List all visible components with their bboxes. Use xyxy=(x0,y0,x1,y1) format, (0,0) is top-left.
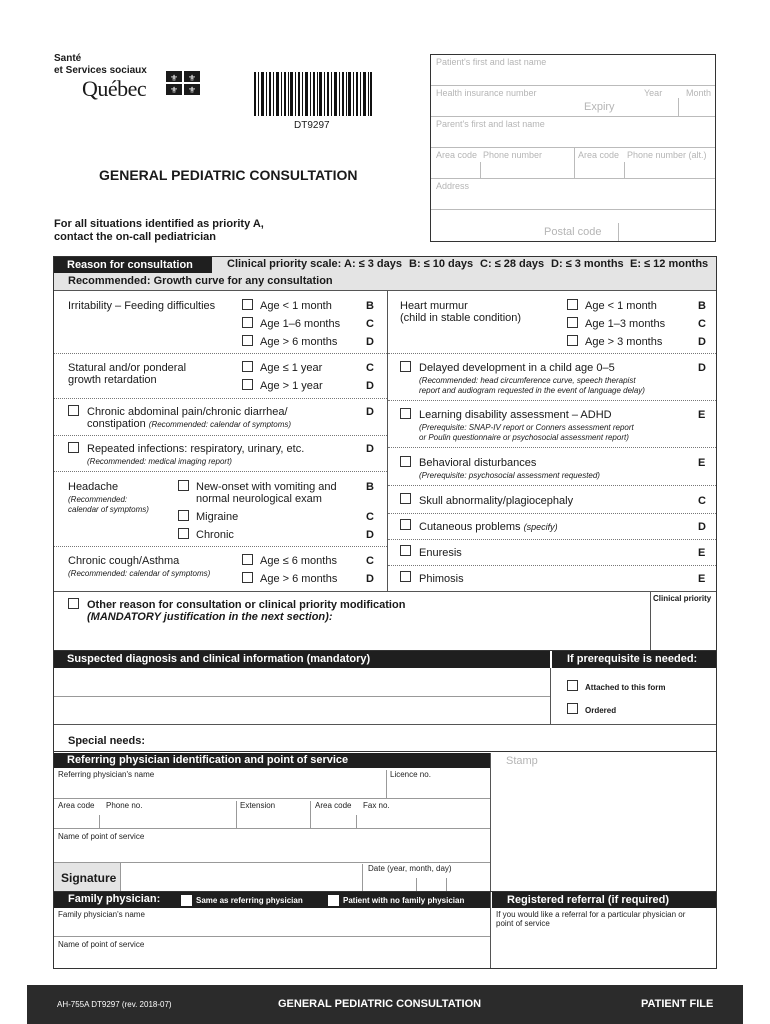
quebec-flag-icon xyxy=(166,71,200,95)
referring-header: Referring physician identification and point of service xyxy=(54,753,490,768)
behavioral-grade: E xyxy=(698,457,706,469)
headache-grade-2: C xyxy=(366,511,374,523)
attached-checkbox[interactable] xyxy=(567,680,578,691)
area-code-field-1[interactable]: Area code xyxy=(436,150,478,160)
footer-code: AH-755A DT9297 (rev. 2018-07) xyxy=(57,1000,172,1009)
reason-header: Reason for consultation xyxy=(54,257,212,273)
delayed-label: Delayed development in a child age 0–5 xyxy=(419,362,615,374)
statural-grade-2: D xyxy=(366,380,374,392)
phimosis-label: Phimosis xyxy=(419,573,464,585)
priority-c: C: ≤ 28 days xyxy=(480,258,545,270)
footer-patient-file: PATIENT FILE xyxy=(641,998,714,1010)
notice-line2: contact the on-call pediatrician xyxy=(54,231,216,243)
infections-label: Repeated infections: respiratory, urinary, etc. xyxy=(87,443,305,455)
postal-code-field[interactable]: Postal code xyxy=(544,226,602,238)
prerequisite-header: If prerequisite is needed: xyxy=(552,651,716,668)
skull-label: Skull abnormality/plagiocephaly xyxy=(419,495,574,507)
cough-grade-1: C xyxy=(366,555,374,567)
irritability-grade-2: C xyxy=(366,318,374,330)
special-needs-field[interactable]: Special needs: xyxy=(68,735,146,747)
headache-grade-3: D xyxy=(366,529,374,541)
delayed-checkbox[interactable] xyxy=(400,361,411,372)
attached-label: Attached to this form xyxy=(585,683,666,692)
same-as-referring-label: Same as referring physician xyxy=(196,896,303,905)
fax-area-code-field[interactable]: Area code xyxy=(315,801,352,810)
behavioral-note: (Prerequisite: psychosocial assessment requested) xyxy=(419,471,600,480)
murmur-1to3m-checkbox[interactable] xyxy=(567,317,578,328)
priority-a: A: ≤ 3 days xyxy=(344,258,403,270)
stamp-area: Stamp xyxy=(506,755,538,767)
cough-le6m-checkbox[interactable] xyxy=(242,554,253,565)
priority-e: E: ≤ 12 months xyxy=(630,258,709,270)
cutaneous-label-text: Cutaneous problems xyxy=(419,521,521,533)
area-code-field-2[interactable]: Area code xyxy=(578,150,620,160)
extension-field[interactable]: Extension xyxy=(240,801,276,810)
cutaneous-grade: D xyxy=(698,521,706,533)
learning-note-2: or Poulin questionnaire or psychosocial assessment report) xyxy=(419,433,629,442)
phone-field[interactable]: Phone number xyxy=(483,150,543,160)
murmur-lt1m-checkbox[interactable] xyxy=(567,299,578,310)
no-family-physician-label: Patient with no family physician xyxy=(343,896,465,905)
irritability-1to6m-checkbox[interactable] xyxy=(242,317,253,328)
phimosis-grade: E xyxy=(698,573,706,585)
infections-checkbox[interactable] xyxy=(68,442,79,453)
area-code-field[interactable]: Area code xyxy=(58,801,95,810)
murmur-label-2: (child in stable condition) xyxy=(400,312,522,324)
abdominal-label-2-text: constipation xyxy=(87,418,146,430)
point-of-service-field[interactable]: Name of point of service xyxy=(58,832,145,841)
abdominal-checkbox[interactable] xyxy=(68,405,79,416)
brand-name: Québec xyxy=(82,76,147,101)
other-reason-checkbox[interactable] xyxy=(68,598,79,609)
delayed-note-2: report and audiogram requested in the event of language delay) xyxy=(419,386,645,395)
address-field[interactable]: Address xyxy=(436,181,470,191)
cough-grade-2: D xyxy=(366,573,374,585)
infections-note: (Recommended: medical imaging report) xyxy=(87,457,232,466)
learning-grade: E xyxy=(698,409,706,421)
cough-note: (Recommended: calendar of symptoms) xyxy=(68,569,211,578)
murmur-gt3m-checkbox[interactable] xyxy=(567,335,578,346)
brand-line1: Santé xyxy=(54,53,82,64)
headache-chronic-checkbox[interactable] xyxy=(178,528,189,539)
phimosis-checkbox[interactable] xyxy=(400,571,411,582)
health-insurance-field[interactable]: Health insurance number xyxy=(436,88,537,98)
irritability-opt-1: Age < 1 month xyxy=(260,300,332,312)
registered-referral-header: Registered referral (if required) xyxy=(492,892,716,908)
priority-scale-label: Clinical priority scale: xyxy=(227,258,342,270)
recommended-growth-curve: Recommended: Growth curve for any consultation xyxy=(68,275,333,287)
notice-line1: For all situations identified as priority A, xyxy=(54,218,264,230)
cutaneous-checkbox[interactable] xyxy=(400,519,411,530)
enuresis-label: Enuresis xyxy=(419,547,462,559)
irritability-opt-2: Age 1–6 months xyxy=(260,318,341,330)
irritability-grade-3: D xyxy=(366,336,374,348)
headache-note-2: calendar of symptoms) xyxy=(68,505,149,514)
phone-alt-field[interactable]: Phone number (alt.) xyxy=(627,150,707,160)
irritability-grade-1: B xyxy=(366,300,374,312)
footer-title: GENERAL PEDIATRIC CONSULTATION xyxy=(278,998,482,1010)
statural-gt1y-checkbox[interactable] xyxy=(242,379,253,390)
learning-note-1: (Prerequisite: SNAP-IV report or Conners assessment report xyxy=(419,423,634,432)
priority-b: B: ≤ 10 days xyxy=(409,258,474,270)
cough-opt-1: Age ≤ 6 months xyxy=(260,555,337,567)
parent-name-field[interactable]: Parent's first and last name xyxy=(436,119,545,129)
expiry-year-label: Year xyxy=(644,88,663,98)
diagnosis-input-line-2[interactable] xyxy=(55,697,549,723)
murmur-grade-3: D xyxy=(698,336,706,348)
murmur-grade-1: B xyxy=(698,300,706,312)
priority-d: D: ≤ 3 months xyxy=(551,258,624,270)
expiry-field[interactable]: Expiry xyxy=(584,101,615,113)
headache-grade-1: B xyxy=(366,481,374,493)
behavioral-label: Behavioral disturbances xyxy=(419,457,537,469)
svg-text:⚜: ⚜ xyxy=(187,74,197,84)
same-as-referring-checkbox[interactable] xyxy=(181,895,192,906)
ordered-label: Ordered xyxy=(585,706,617,715)
clinical-priority-field[interactable]: Clinical priority xyxy=(653,594,712,603)
headache-opt-1a: New-onset with vomiting and xyxy=(196,481,337,493)
headache-opt-2: Migraine xyxy=(196,511,239,523)
date-field[interactable]: Date (year, month, day) xyxy=(368,864,452,873)
delayed-note-1: (Recommended: head circumference curve, speech therapist xyxy=(419,376,636,385)
abdominal-grade: D xyxy=(366,406,374,418)
no-family-physician-checkbox[interactable] xyxy=(328,895,339,906)
irritability-label: Irritability – Feeding difficulties xyxy=(68,300,216,312)
infections-grade: D xyxy=(366,443,374,455)
statural-opt-2: Age > 1 year xyxy=(260,380,323,392)
svg-text:⚜: ⚜ xyxy=(187,86,197,95)
statural-le1y-checkbox[interactable] xyxy=(242,361,253,372)
irritability-opt-3: Age > 6 months xyxy=(260,336,338,348)
form-title: GENERAL PEDIATRIC CONSULTATION xyxy=(99,167,358,183)
phone-no-field[interactable]: Phone no. xyxy=(106,801,143,810)
learning-checkbox[interactable] xyxy=(400,408,411,419)
enuresis-checkbox[interactable] xyxy=(400,545,411,556)
patient-name-field[interactable]: Patient's first and last name xyxy=(436,57,547,67)
barcode xyxy=(254,72,372,116)
skull-checkbox[interactable] xyxy=(400,493,411,504)
fax-no-field[interactable]: Fax no. xyxy=(363,801,390,810)
signature-field[interactable]: Signature xyxy=(61,871,117,885)
referring-name-field[interactable]: Referring physician's name xyxy=(58,770,155,779)
diagnosis-input-line-1[interactable] xyxy=(55,669,549,695)
cough-opt-2: Age > 6 months xyxy=(260,573,338,585)
murmur-opt-3: Age > 3 months xyxy=(585,336,663,348)
abdominal-label-2 xyxy=(87,418,291,430)
family-physician-name-field[interactable]: Family physician's name xyxy=(58,910,145,919)
brand-line2: et Services sociaux xyxy=(54,65,147,76)
expiry-month-label: Month xyxy=(686,88,712,98)
svg-text:⚜: ⚜ xyxy=(169,86,179,95)
murmur-grade-2: C xyxy=(698,318,706,330)
statural-label-1: Statural and/or ponderal xyxy=(68,362,187,374)
cough-label: Chronic cough/Asthma xyxy=(68,555,180,567)
delayed-grade: D xyxy=(698,362,706,374)
cutaneous-label xyxy=(419,521,558,533)
behavioral-checkbox[interactable] xyxy=(400,456,411,467)
murmur-opt-1: Age < 1 month xyxy=(585,300,657,312)
abdominal-note: (Recommended: calendar of symptoms) xyxy=(148,420,292,429)
learning-label: Learning disability assessment – ADHD xyxy=(419,409,612,421)
family-header: Family physician: xyxy=(68,893,161,905)
abdominal-label-1: Chronic abdominal pain/chronic diarrhea/ xyxy=(87,406,288,418)
ordered-checkbox[interactable] xyxy=(567,703,578,714)
registered-text-2: point of service xyxy=(496,919,550,928)
other-reason-label-2: (MANDATORY justification in the next section): xyxy=(87,611,333,623)
cough-gt6m-checkbox[interactable] xyxy=(242,572,253,583)
registered-text-1: If you would like a referral for a particular physician or xyxy=(496,910,686,919)
patient-box xyxy=(430,54,716,242)
headache-opt-3: Chronic xyxy=(196,529,234,541)
other-reason-label-1: Other reason for consultation or clinical priority modification xyxy=(87,599,406,611)
irritability-gt6m-checkbox[interactable] xyxy=(242,335,253,346)
diagnosis-header: Suspected diagnosis and clinical information (mandatory) xyxy=(54,651,550,668)
headache-migraine-checkbox[interactable] xyxy=(178,510,189,521)
statural-grade-1: C xyxy=(366,362,374,374)
cutaneous-note: (specify) xyxy=(523,522,558,532)
enuresis-grade: E xyxy=(698,547,706,559)
murmur-opt-2: Age 1–3 months xyxy=(585,318,666,330)
skull-grade: C xyxy=(698,495,706,507)
family-point-of-service-field[interactable]: Name of point of service xyxy=(58,940,145,949)
headache-opt-1b: normal neurological exam xyxy=(196,493,322,505)
irritability-lt1m-checkbox[interactable] xyxy=(242,299,253,310)
headache-note-1: (Recommended: xyxy=(68,495,128,504)
licence-field[interactable]: Licence no. xyxy=(390,770,431,779)
barcode-code: DT9297 xyxy=(294,120,330,131)
headache-new-onset-checkbox[interactable] xyxy=(178,480,189,491)
statural-label-2: growth retardation xyxy=(68,374,157,386)
headache-label: Headache xyxy=(68,481,119,493)
murmur-label-1: Heart murmur xyxy=(400,300,468,312)
statural-opt-1: Age ≤ 1 year xyxy=(260,362,323,374)
svg-text:⚜: ⚜ xyxy=(169,74,179,84)
